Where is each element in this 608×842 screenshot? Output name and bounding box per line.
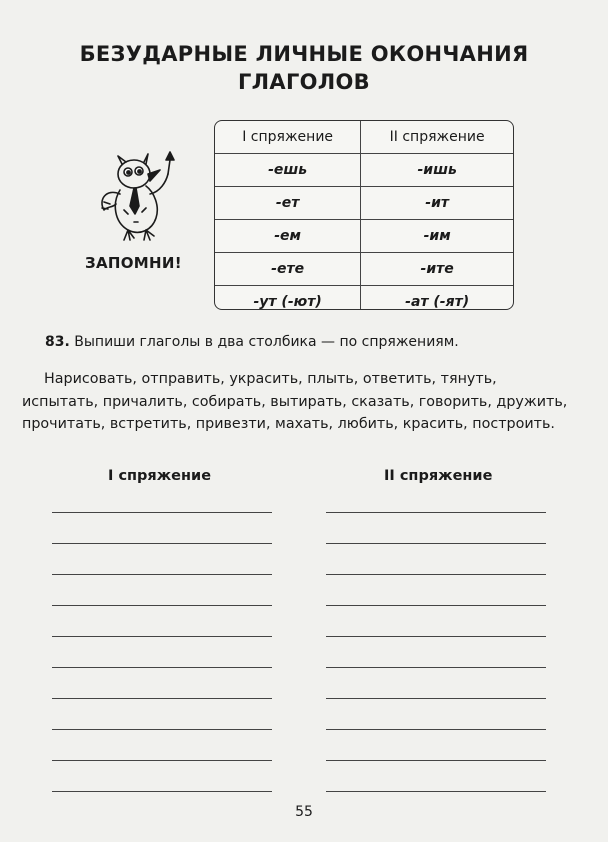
table-cell: -им	[361, 220, 513, 253]
table-cell: -ут (-ют)	[215, 286, 361, 311]
conjugation-table	[214, 120, 514, 310]
table-cell: -ет	[215, 187, 361, 220]
answer-line[interactable]	[326, 513, 546, 544]
task-number: 83.	[45, 334, 70, 350]
answer-line[interactable]	[326, 761, 546, 792]
answer-line[interactable]	[52, 606, 272, 637]
right-answer-lines[interactable]	[326, 512, 546, 792]
table-header-row	[215, 121, 513, 154]
page-number: 55	[295, 804, 313, 820]
answer-line[interactable]	[326, 544, 546, 575]
title-line-2: ГЛАГОЛОВ	[237, 70, 370, 94]
table-header-cell: II спряжение	[361, 121, 513, 154]
answer-line[interactable]	[52, 575, 272, 606]
answer-line[interactable]	[52, 544, 272, 575]
owl-mascot-icon	[90, 148, 190, 248]
answer-line[interactable]	[52, 668, 272, 699]
answer-line[interactable]	[326, 668, 546, 699]
right-column-header: II спряжение	[384, 468, 493, 484]
table-cell: -ем	[215, 220, 361, 253]
table-cell: -ете	[215, 253, 361, 286]
task-instruction: Выпиши глаголы в два столбика — по спряжениям.	[74, 334, 459, 350]
table-cell: -ат (-ят)	[361, 286, 513, 311]
title-line-1: БЕЗУДАРНЫЕ ЛИЧНЫЕ ОКОНЧАНИЯ	[79, 42, 529, 66]
answer-line[interactable]	[326, 699, 546, 730]
table-row	[215, 253, 513, 286]
answer-line[interactable]	[326, 637, 546, 668]
page-title	[40, 40, 568, 96]
answer-line[interactable]	[326, 606, 546, 637]
table-row	[215, 187, 513, 220]
table-row	[215, 286, 513, 311]
remember-label: ЗАПОМНИ!	[85, 254, 182, 272]
table-cell: -ишь	[361, 154, 513, 187]
answer-line[interactable]	[52, 699, 272, 730]
table-cell: -ешь	[215, 154, 361, 187]
answer-line[interactable]	[52, 513, 272, 544]
table-header-cell: I спряжение	[215, 121, 361, 154]
left-column-header: I спряжение	[108, 468, 212, 484]
answer-line[interactable]	[326, 575, 546, 606]
left-answer-lines[interactable]	[52, 512, 272, 792]
table-row	[215, 220, 513, 253]
answer-line[interactable]	[52, 761, 272, 792]
table-row	[215, 154, 513, 187]
answer-line[interactable]	[52, 730, 272, 761]
table-cell: -ите	[361, 253, 513, 286]
table-cell: -ит	[361, 187, 513, 220]
answer-line[interactable]	[326, 730, 546, 761]
exercise-text: Нарисовать, отправить, украсить, плыть, ответить, тянуть, испытать, причалить, собирать, вытирать, сказать, говорить, дружить, прочитать, встретить, привезти, махать, любить, красить, построить.	[22, 371, 568, 432]
task-heading	[45, 334, 565, 350]
answer-line[interactable]	[52, 637, 272, 668]
